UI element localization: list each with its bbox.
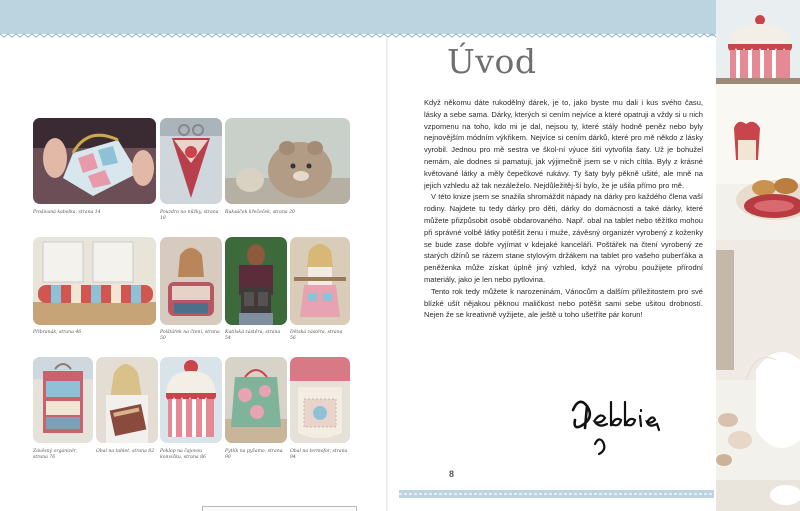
handwritten-signature xyxy=(565,392,665,462)
gallery-caption: Ruksáček křečeček, strana 20 xyxy=(225,210,295,215)
gallery-photo-draught-excluder xyxy=(33,237,156,325)
gallery-photo-reading-cushion xyxy=(160,237,222,325)
gallery-photo-tool-apron xyxy=(225,237,287,325)
gallery-caption: Obal na tablet, strana 82 xyxy=(96,449,155,454)
gallery-photo-hamster-backpack xyxy=(225,118,350,204)
gallery-photo-pyjama-bag xyxy=(225,357,287,443)
gallery-caption: Pytlík na pyžamo, strana 90 xyxy=(225,449,283,461)
gallery-caption: Kutilská zástěra, strana 54 xyxy=(225,330,281,342)
book-gutter xyxy=(386,38,388,511)
gallery-photo-tea-cosy xyxy=(160,357,222,443)
scallop-border-top xyxy=(0,30,716,38)
gallery-caption: Dětská zástěra, strana 56 xyxy=(290,330,343,342)
paragraph: V této knize jsem se snažila shromáždit nápady na dárky pro každého člena vaší rodiny. Najdete tu tedy dárky pro děti, dárky do domácnosti a také dárky, které můžete přizpůsobit osobě obdarovaného. Např. obal na tablet nebo těžítko mohou při správné volbě látky potěšit ženu i muže, závěsný organizér vyrobený z koženky se bude zase dobře vyjímat v kdejaké kanceláři. Poštářek na čtení vyrobený ze starých džínů se rázem stane stylovým držákem na tablet pro vašeho puberťáka a peněženka může získat úplně jiný vzhled, když na výrobu použijete přírodní materiály, jako je len nebo pytlovina. xyxy=(424,192,703,284)
gallery-caption: Poklop na čajovou konvičku, strana 86 xyxy=(160,449,206,461)
gallery-photo-hot-water-bottle-cover xyxy=(290,357,350,443)
gallery-photo-tablet-cover xyxy=(96,357,158,443)
paragraph: Když někomu dáte rukodělný dárek, je to, jako byste mu dali i kus svého času, lásky a sebe sama. Dárky, kterých si cením nejvíce a které opatruji a vždy si u nich vzpomenu na toho, kdo mi je dal, nejsou ty, které stály hodně peněz nebo byly nejnovějším módním výkřikem. Nejvíce si cením dárků, které pro mě někdo z lásky vyrobil. Jednou pro mě sestra ve škol-ní výuce šití vytvořila šaty. Už je bohužel nemám, ale dodnes si pamatuji, jak výjimečně jsem se v nich cítila. Byly z krásné květované látky a měly čepečkové rukávy. Ty šaty byly pěkně ušité, ale mně na jejich vzhledu až tak nezáleželo. Nejdůležitěj-ší bylo, že je ušila přímo pro mě. xyxy=(424,98,703,190)
gallery-photo-hanging-organizer xyxy=(33,357,93,443)
introduction-text xyxy=(424,97,703,321)
gallery-photo-quilted-purse xyxy=(33,118,156,204)
page-number: 8 xyxy=(449,469,455,479)
gallery-photo-kids-apron xyxy=(290,237,350,325)
gallery-caption: Polštářek na čtení, strana 50 xyxy=(160,330,220,342)
top-decorative-band xyxy=(0,0,716,34)
gallery-photo-scissor-pouch xyxy=(160,118,222,204)
page-title: Úvod xyxy=(447,42,537,81)
gallery-caption: Prošívaná kabelka, strana 14 xyxy=(33,210,101,215)
gallery-caption: Pouzdro na nůžky, strana 18 xyxy=(160,210,219,222)
gallery-caption: Přibranák, strana 46 xyxy=(33,330,82,335)
stitched-border-bottom xyxy=(399,490,714,498)
paragraph: Tento rok tedy můžete k narozeninám, Vánocům a dalším příležitostem pro své blízké ušít nějakou pěknou maličkost nebo potěšit sami sebe ušitou drobností. Nejen že se kreativně vyžijete, ale ještě u toho ušetříte pár korun! xyxy=(424,286,703,320)
page-tab-slot xyxy=(202,506,357,511)
gallery-caption: Obal na termofor, strana 94 xyxy=(290,449,348,461)
decorative-photo-strip xyxy=(716,0,800,511)
gallery-caption: Závěsný organizér, strana 76 xyxy=(33,449,77,461)
